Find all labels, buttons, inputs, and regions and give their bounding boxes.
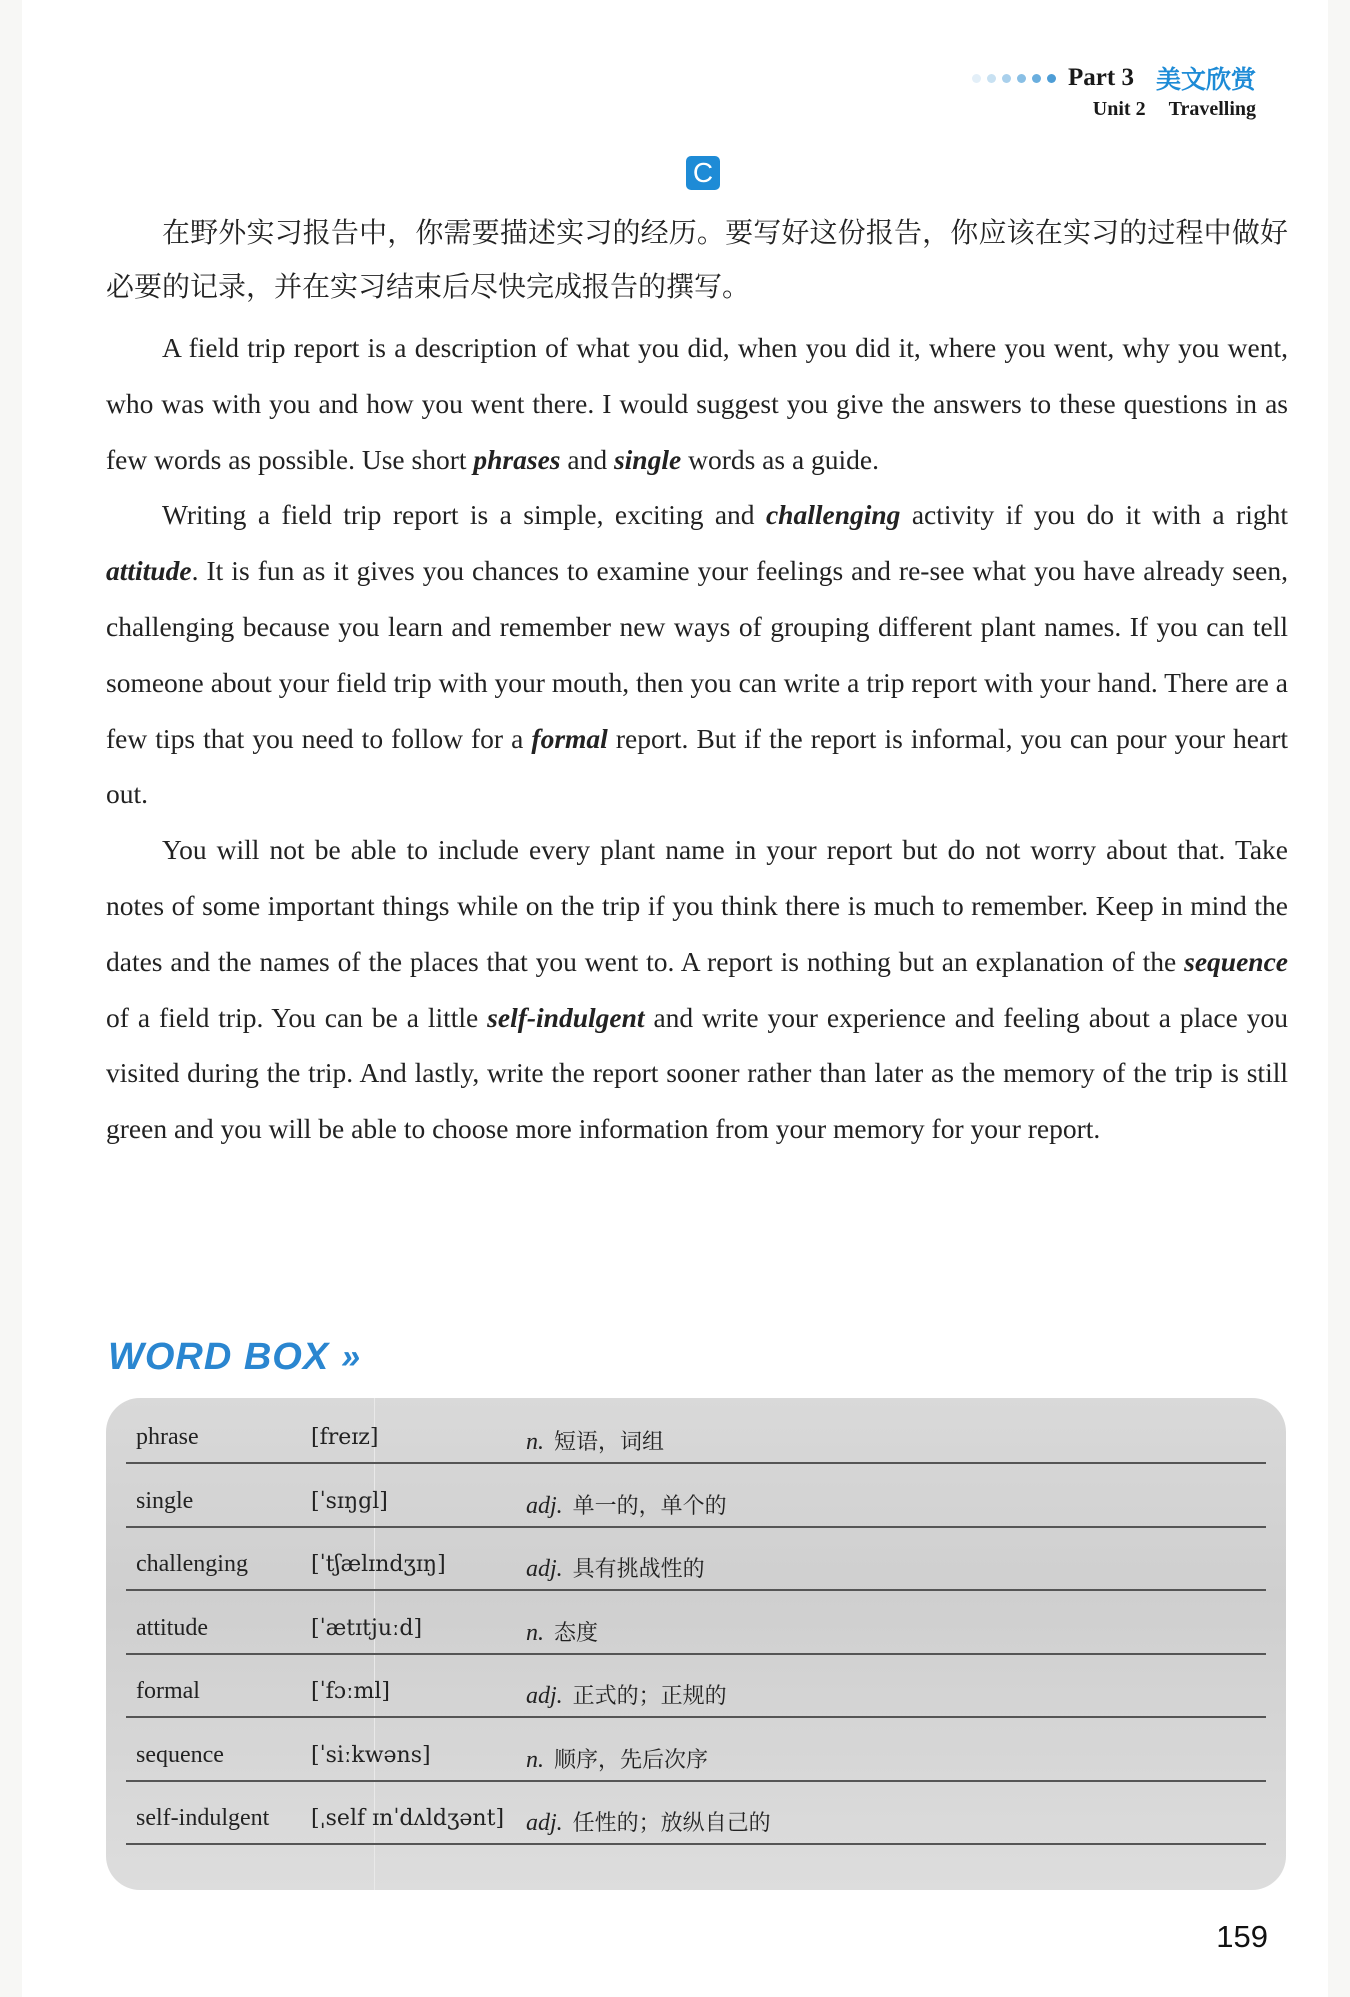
- word-definition: [526, 1743, 708, 1774]
- word-term: attitude: [136, 1614, 208, 1641]
- keyword: challenging: [765, 499, 901, 531]
- word-meaning: 正式的；正规的: [572, 1684, 727, 1709]
- word-box-label: WORD BOX: [108, 1336, 330, 1378]
- word-definition: [526, 1616, 598, 1647]
- word-meaning: 短语，词组: [554, 1430, 665, 1455]
- text-run: and: [560, 443, 614, 475]
- part-of-speech: adj.: [526, 1556, 563, 1582]
- word-term: formal: [136, 1678, 200, 1704]
- word-row: [126, 1412, 1266, 1464]
- text-run: and write your experience and feeling about a place you visited during the trip. And lastly, write the report sooner rather than later as the memory of the trip is still green and you will be able to choose more information from your memory for your report.: [106, 1001, 1289, 1145]
- part-of-speech: n.: [526, 1429, 544, 1455]
- word-row: [126, 1539, 1266, 1591]
- keyword: sequence: [1184, 945, 1288, 977]
- textbook-page: [22, 0, 1328, 1997]
- word-meaning: 单一的，单个的: [572, 1493, 727, 1519]
- paragraph: [106, 320, 1288, 487]
- text-run: . It is fun as it gives you chances to examine your feelings and re-see what you have already seen, challenging because you learn and remember new ways of grouping different plant names. If you can tell someone about your field trip with your mouth, then you can write a trip report with your hand. There are a few tips that you need to follow for a: [106, 555, 1288, 754]
- word-row: [126, 1476, 1266, 1528]
- double-chevron-icon: »: [341, 1338, 362, 1376]
- keyword: self-indulgent: [487, 1001, 645, 1033]
- article-body: [106, 320, 1288, 1157]
- part-of-speech: adj.: [526, 1683, 563, 1709]
- page-number: 159: [1216, 1919, 1268, 1954]
- text-run: A field trip report is a description of what you did, when you did it, where you went, why you went, who was with you and how you went there. I would suggest you give the answers to these questions in as few words as possible. Use short: [106, 332, 1288, 475]
- part-of-speech: adj.: [526, 1492, 563, 1519]
- paragraph: [106, 822, 1288, 1157]
- word-box-table: [106, 1398, 1286, 1890]
- dot-icon: [987, 74, 996, 83]
- part-of-speech: n.: [526, 1746, 544, 1773]
- part-of-speech: adj.: [526, 1810, 563, 1836]
- running-header: [972, 60, 1256, 96]
- text-run: You will not be able to include every plant name in your report but do not worry about that. Take notes of some important things while on the trip if you think there is much to remember. Keep in mind the dates and the names of the places that you went to. A report is nothing but an explanation of the: [106, 834, 1288, 977]
- word-definition: [526, 1552, 705, 1583]
- text-run: report. But if the report is informal, you can pour your heart out.: [106, 722, 1288, 810]
- word-meaning: 任性的；放纵自己的: [572, 1811, 771, 1836]
- word-phonetic: [ˈsiːkwəns]: [311, 1742, 431, 1768]
- word-phonetic: [ˈsɪŋgl]: [311, 1488, 388, 1514]
- chinese-intro: 在野外实习报告中，你需要描述实习的经历。要写好这份报告，你应该在实习的过程中做好必要的记录，并在实习结束后尽快完成报告的撰写。: [106, 216, 1288, 303]
- part-chinese-title: 美文欣赏: [1155, 65, 1256, 94]
- word-term: sequence: [136, 1741, 224, 1768]
- unit-label: Unit 2: [1092, 98, 1146, 120]
- word-row: [126, 1730, 1266, 1782]
- keyword: phrases: [473, 443, 561, 475]
- text-run: activity if you do it with a right: [900, 499, 1288, 531]
- word-term: phrase: [136, 1424, 199, 1450]
- paragraph: [106, 487, 1288, 822]
- section-badge: C: [686, 156, 720, 190]
- dot-icon: [1047, 74, 1056, 83]
- word-meaning: 顺序，先后次序: [554, 1747, 709, 1773]
- keyword: attitude: [106, 555, 192, 587]
- word-definition: [526, 1489, 727, 1520]
- word-definition: [526, 1679, 727, 1710]
- word-row: [126, 1603, 1266, 1655]
- part-of-speech: n.: [526, 1619, 544, 1646]
- word-term: single: [136, 1487, 194, 1514]
- dot-icon: [1017, 74, 1026, 83]
- word-phonetic: [ˈtʃælɪndʒɪŋ]: [311, 1552, 446, 1577]
- keyword: single: [613, 443, 682, 475]
- word-phonetic: [ˈfɔːml]: [311, 1679, 390, 1704]
- word-definition: [526, 1806, 771, 1837]
- word-row: [126, 1793, 1266, 1845]
- dot-icon: [972, 74, 981, 83]
- text-run: of a field trip. You can be a little: [106, 1001, 488, 1033]
- word-phonetic: [ˌself ɪnˈdʌldʒənt]: [311, 1806, 505, 1831]
- word-term: challenging: [136, 1551, 248, 1577]
- word-phonetic: [ˈætɪtjuːd]: [311, 1615, 423, 1641]
- decorative-dots: [972, 74, 1056, 83]
- word-term: self-indulgent: [136, 1805, 270, 1831]
- dot-icon: [1002, 74, 1011, 83]
- part-label: Part 3: [1068, 64, 1134, 91]
- word-row: [126, 1666, 1266, 1718]
- word-definition: [526, 1425, 664, 1456]
- dot-icon: [1032, 74, 1041, 83]
- text-run: words as a guide.: [681, 443, 880, 475]
- word-meaning: 态度: [554, 1620, 599, 1646]
- keyword: formal: [531, 722, 608, 754]
- unit-header: [1093, 98, 1256, 121]
- unit-title: Travelling: [1168, 98, 1256, 120]
- word-meaning: 具有挑战性的: [572, 1557, 705, 1582]
- word-phonetic: [freɪz]: [311, 1425, 379, 1450]
- text-run: Writing a field trip report is a simple, exciting and: [162, 499, 766, 531]
- word-box-title: [108, 1336, 361, 1379]
